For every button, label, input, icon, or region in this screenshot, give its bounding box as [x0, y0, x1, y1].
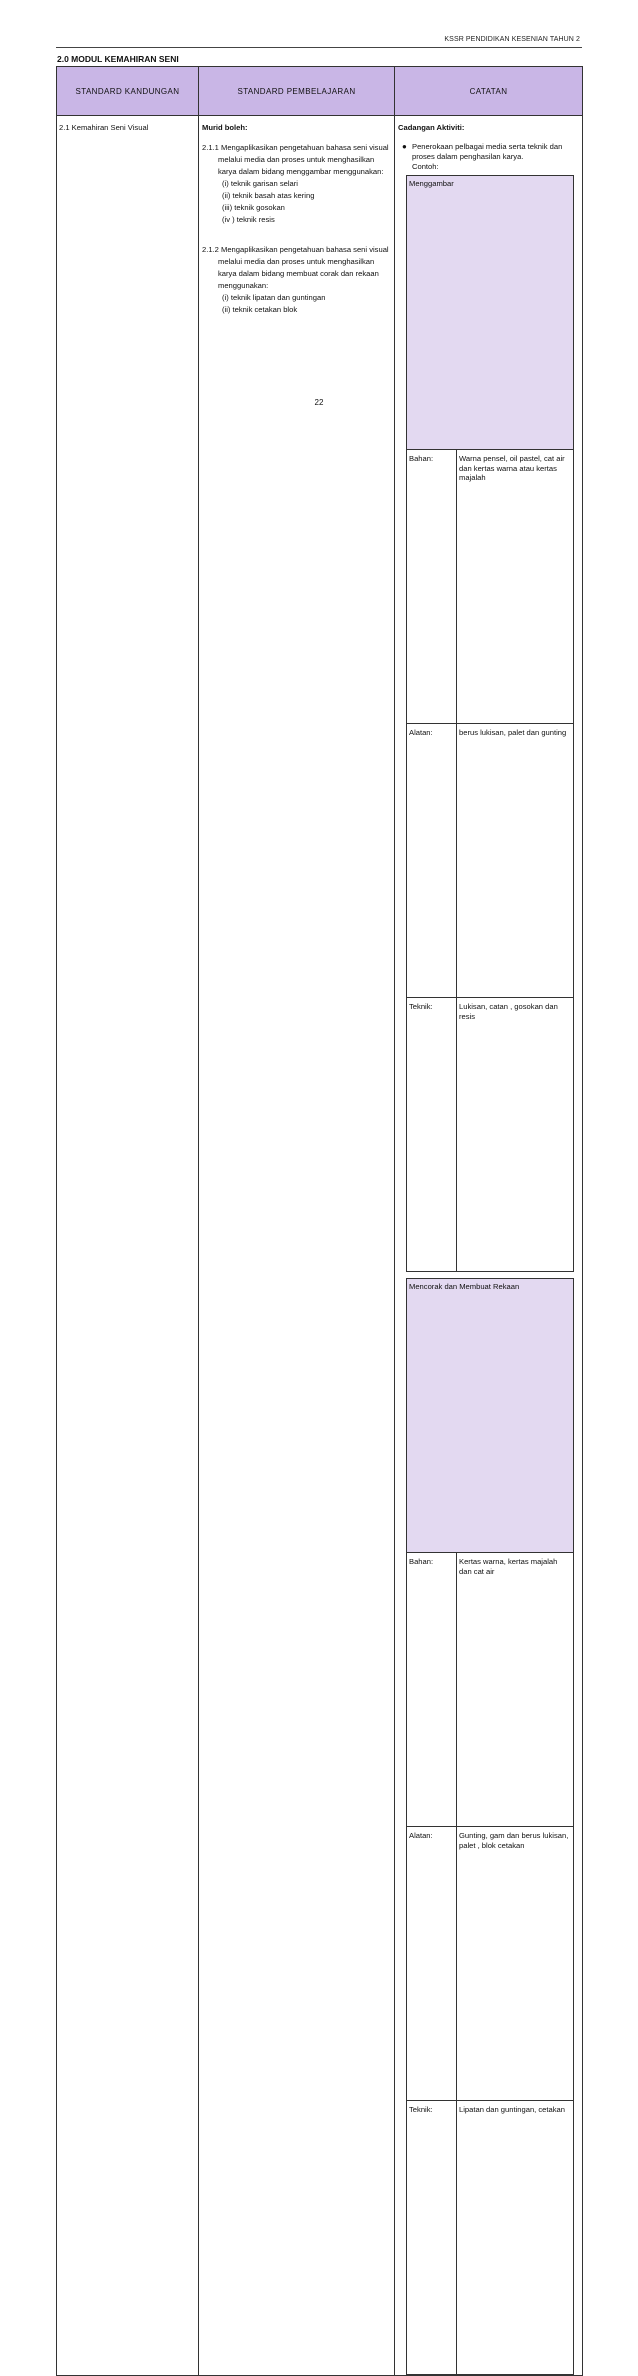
standard-2-1-1 — [202, 142, 390, 226]
s2-line: melalui media dan proses untuk menghasilkan — [218, 257, 375, 266]
table-row — [57, 116, 583, 2376]
technique-item: (iv ) teknik resis — [222, 215, 275, 224]
activity-bullet — [398, 142, 580, 172]
bullet-text: Penerokaan pelbagai media serta teknik dan proses dalam penghasilan karya. — [412, 142, 563, 161]
content-standard-text: 2.1 Kemahiran Seni Visual — [59, 123, 149, 132]
s2-line: 2.1.2 Mengaplikasikan pengetahuan bahasa seni visual — [202, 245, 389, 254]
row-label: Bahan: — [407, 1553, 457, 1827]
curriculum-table — [56, 66, 583, 2376]
technique-item: (iii) teknik gosokan — [222, 203, 285, 212]
row-label: Bahan: — [407, 450, 457, 724]
row-value: Lukisan, catan , gosokan dan resis — [457, 998, 574, 1272]
row-value: Gunting, gam dan berus lukisan, palet , blok cetakan — [457, 1827, 574, 2101]
contoh-label: Contoh: — [412, 162, 439, 171]
row-value: Lipatan dan guntingan, cetakan — [457, 2101, 574, 2375]
bullet-icon: ● — [402, 142, 407, 151]
menggambar-table — [406, 175, 574, 1272]
corak-heading: Mencorak dan Membuat Rekaan — [407, 1279, 574, 1553]
content-standard-cell — [57, 116, 199, 2376]
s1-line: melalui media dan proses untuk menghasilkan — [218, 155, 375, 164]
row-label: Teknik: — [407, 2101, 457, 2375]
row-label: Teknik: — [407, 998, 457, 1272]
corak-table — [406, 1278, 574, 2375]
list-item — [407, 1827, 574, 2101]
technique-item: (i) teknik lipatan dan guntingan — [222, 293, 326, 302]
header-learning-standard: STANDARD PEMBELAJARAN — [199, 67, 395, 116]
technique-item: (i) teknik garisan selari — [222, 179, 298, 188]
s2-line: karya dalam bidang membuat corak dan rekaan — [218, 269, 379, 278]
s1-line: karya dalam bidang menggambar menggunakan: — [218, 167, 384, 176]
list-item — [407, 2101, 574, 2375]
header-notes: CATATAN — [395, 67, 583, 116]
header-content-standard: STANDARD KANDUNGAN — [57, 67, 199, 116]
learning-intro: Murid boleh: — [202, 123, 248, 132]
document-header: KSSR PENDIDIKAN KESENIAN TAHUN 2 — [444, 36, 580, 43]
list-item — [407, 724, 574, 998]
list-item — [407, 1553, 574, 1827]
list-item — [407, 450, 574, 724]
menggambar-heading: Menggambar — [407, 176, 574, 450]
technique-item: (ii) teknik cetakan blok — [222, 305, 298, 314]
s1-line: 2.1.1 Mengaplikasikan pengetahuan bahasa seni visual — [202, 143, 389, 152]
row-value: Warna pensel, oil pastel, cat air dan kertas warna atau kertas majalah — [457, 450, 574, 724]
row-value: Kertas warna, kertas majalah dan cat air — [457, 1553, 574, 1827]
row-label: Alatan: — [407, 724, 457, 998]
standard-2-1-2 — [202, 244, 390, 316]
learning-standard-cell — [199, 116, 395, 2376]
module-title: 2.0 MODUL KEMAHIRAN SENI — [57, 54, 179, 64]
s2-line: menggunakan: — [218, 281, 269, 290]
notes-title: Cadangan Aktiviti: — [398, 123, 465, 132]
technique-item: (ii) teknik basah atas kering — [222, 191, 315, 200]
table-header-row — [57, 67, 583, 116]
notes-cell — [395, 116, 583, 2376]
row-label: Alatan: — [407, 1827, 457, 2101]
row-value: berus lukisan, palet dan gunting — [457, 724, 574, 998]
header-rule — [56, 47, 582, 48]
page-number: 22 — [314, 398, 324, 407]
list-item — [407, 998, 574, 1272]
